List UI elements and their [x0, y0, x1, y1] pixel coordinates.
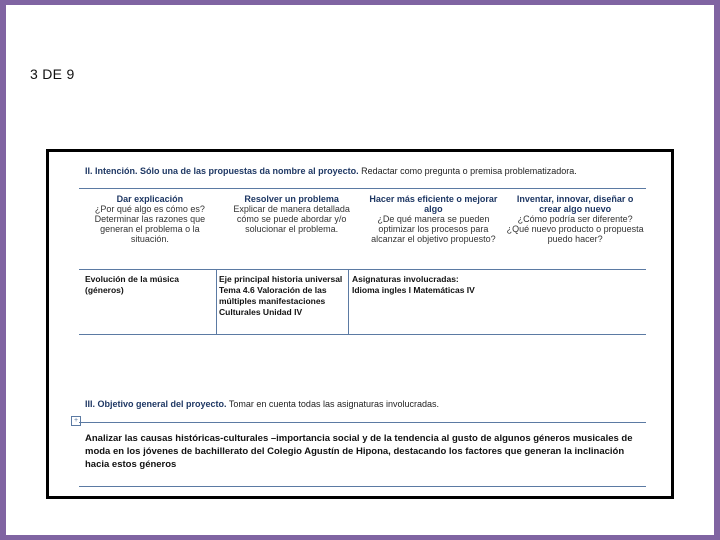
table-divider [216, 269, 217, 334]
section-intention-bold: Sólo una de las propuestas da nombre al proyecto. [140, 166, 359, 176]
intention-col-text: ¿Por qué algo es cómo es? Determinar las razones que generan el problema o la situación. [94, 204, 206, 244]
intention-col-4 [504, 194, 646, 269]
intention-col-text: ¿Cómo podría ser diferente? ¿Qué nuevo producto o propuesta puedo hacer? [506, 214, 644, 244]
intention-col-text: Explicar de manera detallada cómo se puede abordar y/o solucionar el problema. [233, 204, 350, 234]
section-intention-rest: Redactar como pregunta o premisa problematizadora. [361, 166, 577, 176]
table-divider [348, 269, 349, 334]
section-objective-rest: Tomar en cuenta todas las asignaturas involucradas. [228, 399, 440, 409]
intention-col-3 [363, 194, 505, 269]
document-image [46, 149, 674, 499]
main-axis-cell: Eje principal historia universal Tema 4.6 Valoración de las múltiples manifestaciones Culturales Unidad IV [219, 274, 343, 317]
intention-col-heading: Inventar, innovar, diseñar o crear algo nuevo [516, 194, 634, 214]
subjects-cell: Asignaturas involucradas: Idioma ingles I Matemáticas IV [352, 274, 475, 295]
intention-col-1 [79, 194, 221, 269]
table-bottom-rule [79, 334, 646, 335]
general-objective-text: Analizar las causas históricas-culturales –importancia social y de la tendencia al gusto de algunos géneros musicales de moda en los jóvenes de bachillerato del Colegio Agustín de Hipona, destacando los factores que generan la inclinación hacia estos géneros [85, 433, 633, 470]
section-objective-heading [85, 399, 439, 409]
section-intention-lead: II. Intención. [85, 166, 138, 176]
slide-title: 3 DE 9 [30, 66, 75, 82]
table-move-handle: + [71, 416, 81, 426]
intention-col-heading: Hacer más eficiente o mejorar algo [369, 194, 498, 214]
intention-col-text: ¿De qué manera se pueden optimizar los procesos para alcanzar el objetivo propuesto? [371, 214, 496, 244]
intention-col-heading: Resolver un problema [244, 194, 339, 204]
project-theme-cell: Evolución de la música (géneros) [85, 274, 180, 295]
objective-bottom-rule [79, 486, 646, 487]
section-intention-heading [85, 166, 577, 176]
intention-col-2 [221, 194, 363, 269]
objective-top-rule [79, 422, 646, 423]
table-top-rule [79, 188, 646, 189]
section-objective-lead: III. Objetivo general del proyecto. [85, 399, 227, 409]
table-middle-rule [79, 269, 646, 270]
intention-col-heading: Dar explicación [116, 194, 184, 204]
intention-columns [79, 194, 646, 269]
